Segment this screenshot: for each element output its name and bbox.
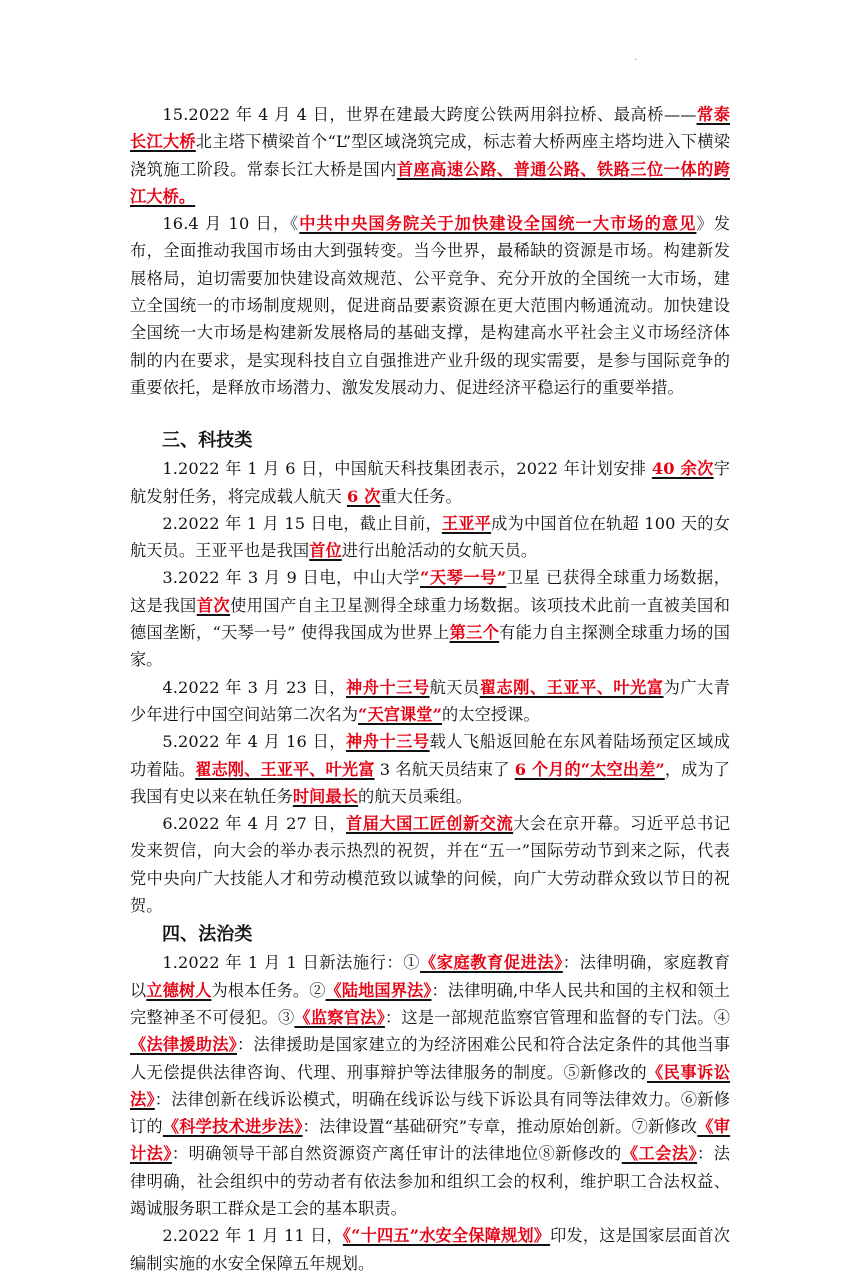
highlighted-term: 常泰长江大桥 (130, 105, 730, 152)
corner-mark: . (634, 52, 638, 63)
highlighted-term: 首位 (309, 541, 342, 561)
text-segment: ：法律援助是国家建立的为经济困难公民和符合法定条件的其他当事人无偿提供法律咨询、代理、刑事辩护等法律服务的制度。⑤新修改的 (130, 1035, 730, 1082)
text-segment: 印发，这是国家层面首次编制实施的水安全保障五年规划。 (130, 1226, 730, 1273)
text-segment: 1.2022 年 1 月 1 日新法施行：① (162, 953, 420, 973)
highlighted-term: 王亚平 (441, 513, 492, 533)
text-segment: 2.2022 年 1 月 11 日， (162, 1226, 343, 1246)
text-segment: 2.2022 年 1 月 15 日电，截止目前， (162, 513, 442, 533)
text-segment: 进行出舱活动的女航天员。 (341, 541, 538, 561)
section-heading-law: 四、法治类 (162, 924, 253, 946)
highlighted-term: “天宫课堂” (358, 704, 443, 724)
highlighted-term: 翟志刚、王亚平、叶光富 (195, 759, 375, 779)
highlighted-term: 6 个月的“太空出差” (514, 759, 665, 779)
highlighted-term: 《民事诉讼法》 (130, 1062, 730, 1109)
highlighted-term: 《陆地国界法》 (325, 980, 432, 1000)
science-item-3 (130, 564, 730, 673)
text-segment: 为根本任务。② (211, 980, 326, 1000)
text-segment: 4.2022 年 3 月 23 日， (162, 677, 347, 697)
highlighted-term: 时间最长 (292, 786, 359, 806)
science-item-5 (130, 728, 730, 810)
text-segment: 16.4 月 10 日，《 (162, 214, 300, 234)
science-item-2 (130, 510, 730, 565)
text-segment: 15.2022 年 4 月 4 日，世界在建最大跨度公铁两用斜拉桥、最高桥—— (162, 105, 697, 124)
text-segment: 卫星 已获得全球重力场数据，这是我国 (130, 568, 731, 615)
text-segment: ：法律明确,中华人民共和国的主权和领土完整神圣不可侵犯。③ (130, 980, 730, 1027)
text-segment: ：明确领导干部自然资源资产离任审计的法律地位⑧新修改的 (171, 1144, 622, 1164)
text-segment: ：法律设置“基础研究”专章，推动原始创新。⑦新修改 (302, 1117, 698, 1137)
text-segment: ：法律明确，家庭教育以 (130, 953, 730, 1000)
text-segment: 3 名航天员结束了 (374, 759, 515, 779)
highlighted-term: 第三个 (449, 623, 500, 643)
law-item-2 (130, 1222, 730, 1277)
science-item-4 (130, 674, 730, 729)
text-segment: 的太空授课。 (442, 704, 540, 724)
section-heading-science: 三、科技类 (162, 430, 253, 452)
highlighted-term: 首届大国工匠创新交流 (346, 814, 514, 834)
text-segment: 载人飞船返回舱在东风着陆场预定区域成功着陆。 (130, 732, 730, 779)
highlighted-term: 《工会法》 (621, 1144, 698, 1164)
text-segment: 为广大青少年进行中国空间站第二次名为 (130, 677, 730, 724)
text-segment: ，成为了我国有史以来在轨任务 (130, 759, 731, 806)
text-segment: 北主塔下横梁首个“L”型区域浇筑完成，标志着大桥两座主塔均进入下横梁浇筑施工阶段。常泰长江大桥是国内 (130, 132, 730, 179)
highlighted-term: 中共中央国务院关于加快建设全国统一大市场的意见 (299, 214, 697, 234)
highlighted-term: 《“十四五”水安全保障规划》 (342, 1226, 551, 1246)
text-segment: ：法律创新在线诉讼模式，明确在线诉讼与线下诉讼具有同等法律效力。⑥新修订的 (130, 1089, 730, 1137)
text-segment: 航天员 (429, 677, 480, 697)
text-segment: 宇航发射任务，将完成载人航天 (130, 459, 730, 506)
highlighted-term: 神舟十三号 (346, 732, 430, 752)
text-segment: 有能力自主探测全球重力场的国家。 (130, 623, 730, 670)
highlighted-term: 首座高速公路、普通公路、铁路三位一体的跨江大桥。 (130, 159, 730, 206)
text-segment: 重大任务。 (380, 486, 462, 506)
text-segment: 使用国产自主卫星测得全球重力场数据。该项技术此前一直被美国和德国垄断，“天琴一号” 使得我国成为世界上 (130, 595, 731, 643)
text-segment: 大会在京开幕。习近平总书记发来贺信，向大会的举办表示热烈的祝贺，并在“五一”国际劳动节到来之际，代表党中央向广大技能人才和劳动模范致以诚挚的问候，向广大劳动群众致以节日的祝贺。 (130, 814, 730, 916)
science-item-6 (130, 810, 730, 919)
highlighted-term: 40 余次 (651, 459, 714, 479)
document-body (130, 101, 730, 1277)
text-segment: 5.2022 年 4 月 16 日， (162, 732, 347, 752)
highlighted-term: “天琴一号” (419, 568, 507, 588)
text-segment: 》发布，全面推动我国市场由大到强转变。当今世界，最稀缺的资源是市场。构建新发展格局，迫切需要加快建设高效规范、公平竞争、充分开放的全国统一大市场，建立全国统一的市场制度规则，促进商品要素资源在更大范围内畅通流动。加快建设全国统一大市场是构建新发展格局的基础支撑，是构建高水平社会主义市场经济体制的内在要求，是实现科技自立自强推进产业升级的现实需要，是参与国际竞争的重要依托，是释放市场潜力、激发发展动力、促进经济平稳运行的重要举措。 (130, 214, 730, 397)
news-item-16 (130, 210, 730, 401)
text-segment: ：这是一部规范监察官管理和监督的专门法。④ (384, 1007, 731, 1027)
text-segment: 成为中国首位在轨超 100 天的女航天员。王亚平也是我国 (130, 513, 730, 561)
text-segment: 3.2022 年 3 月 9 日电，中山大学 (162, 568, 420, 588)
highlighted-term: 《家庭教育促进法》 (419, 953, 563, 973)
highlighted-term: 首次 (196, 595, 231, 615)
highlighted-term: 立德树人 (146, 980, 212, 1000)
text-segment: 1.2022 年 1 月 6 日，中国航天科技集团表示，2022 年计划安排 (162, 459, 652, 479)
science-item-1 (130, 455, 730, 510)
text-segment: ：法律明确，社会组织中的劳动者有依法参加和组织工会的权利，维护职工合法权益、竭诚服务职工群众是工会的基本职责。 (130, 1144, 730, 1218)
highlighted-term: 翟志刚、王亚平、叶光富 (479, 677, 664, 697)
highlighted-term: 神舟十三号 (346, 677, 430, 697)
highlighted-term: 《审计法》 (130, 1117, 730, 1164)
highlighted-term: 《科学技术进步法》 (162, 1117, 303, 1137)
news-item-15 (130, 101, 730, 210)
text-segment: 的航天员乘组。 (358, 786, 473, 806)
law-item-1 (130, 949, 730, 1222)
highlighted-term: 6 次 (346, 486, 381, 506)
highlighted-term: 《监察官法》 (294, 1007, 385, 1027)
highlighted-term: 《法律援助法》 (130, 1035, 237, 1055)
text-segment: 6.2022 年 4 月 27 日， (162, 814, 347, 834)
